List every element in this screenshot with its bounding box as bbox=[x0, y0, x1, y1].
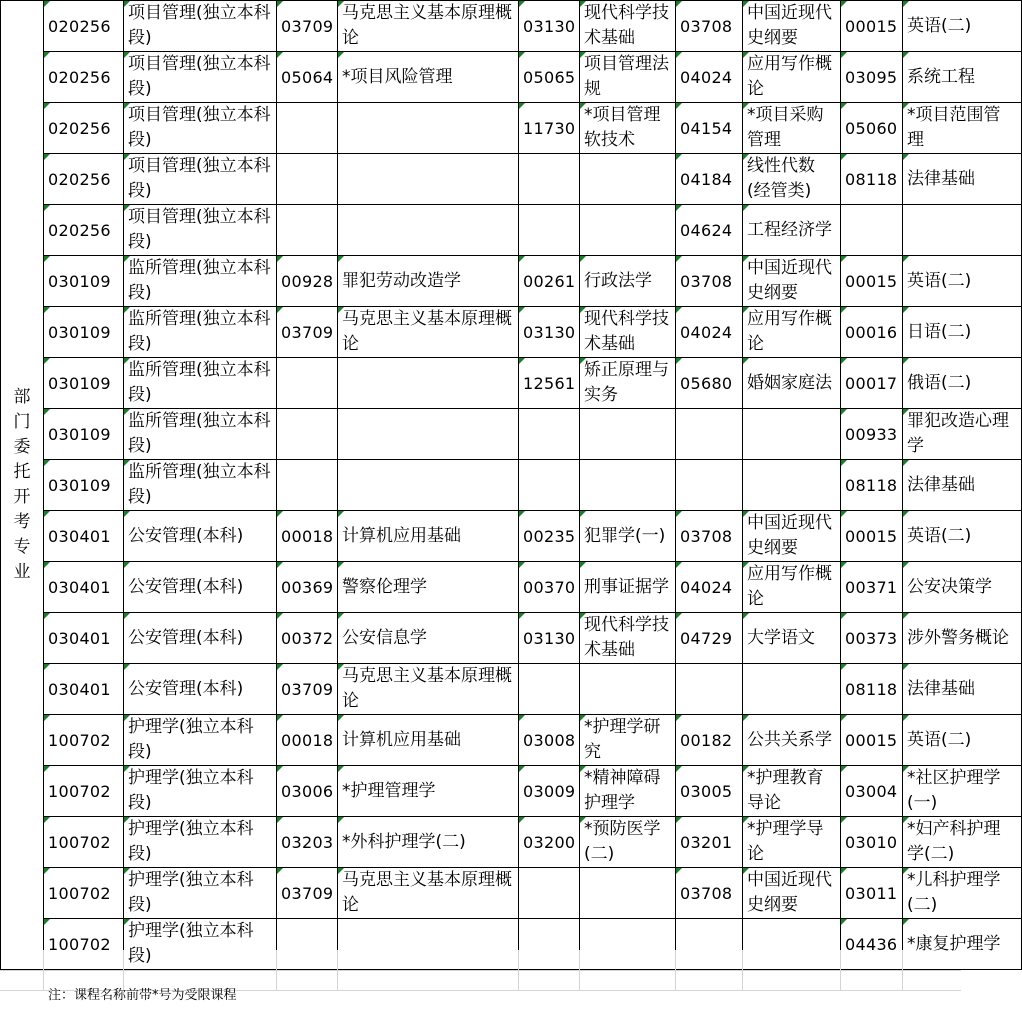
major-name-cell: 项目管理(独立本科段) bbox=[124, 1, 277, 52]
gridline bbox=[675, 970, 676, 990]
major-code-cell: 030109 bbox=[44, 256, 124, 307]
table-row bbox=[1, 154, 1022, 205]
c2-name-cell: 刑事证据学 bbox=[580, 562, 676, 613]
c4-code-cell: 00015 bbox=[841, 511, 903, 562]
c2-name-cell bbox=[580, 154, 676, 205]
c3-code-cell: 00182 bbox=[676, 715, 743, 766]
c1-name-cell: 马克思主义基本原理概论 bbox=[338, 868, 519, 919]
table-row bbox=[1, 562, 1022, 613]
c2-name-cell bbox=[580, 460, 676, 511]
c2-code-cell bbox=[519, 664, 580, 715]
category-label: 部门委托开考专业 bbox=[13, 387, 31, 582]
table-row bbox=[1, 511, 1022, 562]
gridline bbox=[518, 950, 519, 970]
major-name-cell: 项目管理(独立本科段) bbox=[124, 103, 277, 154]
c2-code-cell bbox=[519, 409, 580, 460]
c1-code-cell: 00018 bbox=[277, 511, 338, 562]
c1-code-cell: 03006 bbox=[277, 766, 338, 817]
c3-code-cell: 04184 bbox=[676, 154, 743, 205]
c2-name-cell: *精神障碍护理学 bbox=[580, 766, 676, 817]
c4-name-cell: *康复护理学 bbox=[903, 919, 1022, 970]
c3-name-cell: 应用写作概论 bbox=[743, 307, 841, 358]
major-name-cell: 公安管理(本科) bbox=[124, 511, 277, 562]
c3-name-cell bbox=[743, 460, 841, 511]
c2-name-cell bbox=[580, 868, 676, 919]
major-code-cell: 020256 bbox=[44, 103, 124, 154]
c3-code-cell: 03708 bbox=[676, 1, 743, 52]
c2-name-cell bbox=[580, 409, 676, 460]
c4-code-cell: 04436 bbox=[841, 919, 903, 970]
c3-name-cell bbox=[743, 664, 841, 715]
c1-code-cell: 05064 bbox=[277, 52, 338, 103]
c1-name-cell bbox=[338, 103, 519, 154]
c4-name-cell: *妇产科护理学(二) bbox=[903, 817, 1022, 868]
c1-code-cell bbox=[277, 409, 338, 460]
major-name-cell: 护理学(独立本科段) bbox=[124, 868, 277, 919]
major-name-cell: 项目管理(独立本科段) bbox=[124, 205, 277, 256]
table-row bbox=[1, 868, 1022, 919]
c1-name-cell: 警察伦理学 bbox=[338, 562, 519, 613]
major-code-cell: 030109 bbox=[44, 460, 124, 511]
c4-code-cell: 08118 bbox=[841, 664, 903, 715]
major-code-cell: 030401 bbox=[44, 562, 124, 613]
major-code-cell: 020256 bbox=[44, 205, 124, 256]
table-row bbox=[1, 664, 1022, 715]
c2-name-cell: *项目管理软技术 bbox=[580, 103, 676, 154]
major-name-cell: 监所管理(独立本科段) bbox=[124, 409, 277, 460]
c4-name-cell: *项目范围管理 bbox=[903, 103, 1022, 154]
c4-name-cell: 法律基础 bbox=[903, 154, 1022, 205]
c1-code-cell: 03203 bbox=[277, 817, 338, 868]
c2-name-cell: 现代科学技术基础 bbox=[580, 307, 676, 358]
c2-name-cell: *预防医学(二) bbox=[580, 817, 676, 868]
c2-code-cell bbox=[519, 154, 580, 205]
c3-code-cell: 04729 bbox=[676, 613, 743, 664]
gridline bbox=[337, 970, 338, 990]
c4-name-cell: 法律基础 bbox=[903, 460, 1022, 511]
major-name-cell: 护理学(独立本科段) bbox=[124, 817, 277, 868]
major-name-cell: 护理学(独立本科段) bbox=[124, 919, 277, 970]
c3-code-cell: 05680 bbox=[676, 358, 743, 409]
c3-code-cell: 03708 bbox=[676, 868, 743, 919]
c2-code-cell: 00235 bbox=[519, 511, 580, 562]
major-name-cell: 公安管理(本科) bbox=[124, 562, 277, 613]
c1-code-cell bbox=[277, 154, 338, 205]
c2-code-cell: 11730 bbox=[519, 103, 580, 154]
c2-code-cell: 03200 bbox=[519, 817, 580, 868]
c1-code-cell: 03709 bbox=[277, 868, 338, 919]
c2-code-cell: 00261 bbox=[519, 256, 580, 307]
c4-code-cell: 00373 bbox=[841, 613, 903, 664]
c3-name-cell: *项目采购管理 bbox=[743, 103, 841, 154]
c1-code-cell: 03709 bbox=[277, 307, 338, 358]
c3-code-cell: 03005 bbox=[676, 766, 743, 817]
c1-name-cell: 马克思主义基本原理概论 bbox=[338, 1, 519, 52]
c4-name-cell: 英语(二) bbox=[903, 715, 1022, 766]
c2-name-cell: *护理学研究 bbox=[580, 715, 676, 766]
c3-code-cell bbox=[676, 460, 743, 511]
c4-name-cell: 英语(二) bbox=[903, 1, 1022, 52]
c4-code-cell: 08118 bbox=[841, 460, 903, 511]
c4-name-cell bbox=[903, 205, 1022, 256]
c1-name-cell: *项目风险管理 bbox=[338, 52, 519, 103]
c3-code-cell bbox=[676, 664, 743, 715]
c3-code-cell: 03708 bbox=[676, 511, 743, 562]
c2-name-cell bbox=[580, 664, 676, 715]
c1-name-cell: 罪犯劳动改造学 bbox=[338, 256, 519, 307]
c2-name-cell: 现代科学技术基础 bbox=[580, 1, 676, 52]
c3-name-cell: 线性代数(经管类) bbox=[743, 154, 841, 205]
c1-code-cell bbox=[277, 205, 338, 256]
c3-code-cell bbox=[676, 409, 743, 460]
category-cell bbox=[1, 1, 44, 970]
c4-code-cell: 00016 bbox=[841, 307, 903, 358]
c2-code-cell: 03130 bbox=[519, 1, 580, 52]
major-code-cell: 030109 bbox=[44, 358, 124, 409]
table-row bbox=[1, 205, 1022, 256]
c1-name-cell bbox=[338, 358, 519, 409]
c4-code-cell: 00371 bbox=[841, 562, 903, 613]
c2-code-cell: 03008 bbox=[519, 715, 580, 766]
c1-code-cell bbox=[277, 460, 338, 511]
major-name-cell: 公安管理(本科) bbox=[124, 613, 277, 664]
c3-name-cell: 中国近现代史纲要 bbox=[743, 868, 841, 919]
major-code-cell: 030401 bbox=[44, 511, 124, 562]
gridline bbox=[742, 950, 743, 970]
c2-name-cell: 项目管理法规 bbox=[580, 52, 676, 103]
major-name-cell: 公安管理(本科) bbox=[124, 664, 277, 715]
c3-code-cell: 04024 bbox=[676, 307, 743, 358]
footnote: 注：课程名称前带*号为受限课程 bbox=[48, 988, 237, 1003]
c2-code-cell: 03130 bbox=[519, 307, 580, 358]
major-code-cell: 030401 bbox=[44, 664, 124, 715]
major-code-cell: 030109 bbox=[44, 409, 124, 460]
c2-code-cell bbox=[519, 460, 580, 511]
major-code-cell: 100702 bbox=[44, 868, 124, 919]
table-row bbox=[1, 52, 1022, 103]
c4-name-cell: 系统工程 bbox=[903, 52, 1022, 103]
table-row bbox=[1, 358, 1022, 409]
c3-name-cell: 工程经济学 bbox=[743, 205, 841, 256]
c1-name-cell: 马克思主义基本原理概论 bbox=[338, 664, 519, 715]
c1-name-cell bbox=[338, 460, 519, 511]
major-code-cell: 030401 bbox=[44, 613, 124, 664]
c3-code-cell: 04624 bbox=[676, 205, 743, 256]
gridline bbox=[276, 950, 277, 970]
c4-code-cell: 00933 bbox=[841, 409, 903, 460]
c1-code-cell bbox=[277, 358, 338, 409]
c1-name-cell: 计算机应用基础 bbox=[338, 715, 519, 766]
c4-code-cell: 03010 bbox=[841, 817, 903, 868]
c1-code-cell: 00928 bbox=[277, 256, 338, 307]
major-name-cell: 监所管理(独立本科段) bbox=[124, 307, 277, 358]
table-row bbox=[1, 766, 1022, 817]
c1-code-cell: 00369 bbox=[277, 562, 338, 613]
major-code-cell: 020256 bbox=[44, 154, 124, 205]
c4-code-cell: 00015 bbox=[841, 1, 903, 52]
c4-code-cell: 03095 bbox=[841, 52, 903, 103]
c2-name-cell: 犯罪学(一) bbox=[580, 511, 676, 562]
major-name-cell: 监所管理(独立本科段) bbox=[124, 460, 277, 511]
c2-code-cell: 12561 bbox=[519, 358, 580, 409]
c1-name-cell bbox=[338, 205, 519, 256]
c4-name-cell: 俄语(二) bbox=[903, 358, 1022, 409]
gridline bbox=[579, 950, 580, 970]
c4-code-cell: 00015 bbox=[841, 715, 903, 766]
gridline bbox=[123, 950, 124, 970]
table-row bbox=[1, 307, 1022, 358]
c3-code-cell: 03201 bbox=[676, 817, 743, 868]
c2-code-cell bbox=[519, 205, 580, 256]
c3-name-cell: 中国近现代史纲要 bbox=[743, 1, 841, 52]
c1-code-cell: 00018 bbox=[277, 715, 338, 766]
c3-name-cell: 婚姻家庭法 bbox=[743, 358, 841, 409]
major-name-cell: 监所管理(独立本科段) bbox=[124, 256, 277, 307]
table-row bbox=[1, 460, 1022, 511]
c1-name-cell: *护理管理学 bbox=[338, 766, 519, 817]
c4-name-cell: 公安决策学 bbox=[903, 562, 1022, 613]
c4-code-cell: 03011 bbox=[841, 868, 903, 919]
c2-code-cell: 00370 bbox=[519, 562, 580, 613]
c4-code-cell: 00015 bbox=[841, 256, 903, 307]
gridline bbox=[902, 970, 903, 990]
major-name-cell: 项目管理(独立本科段) bbox=[124, 52, 277, 103]
c3-name-cell: 中国近现代史纲要 bbox=[743, 511, 841, 562]
c1-code-cell: 03709 bbox=[277, 664, 338, 715]
gridline bbox=[742, 970, 743, 990]
gridline bbox=[675, 950, 676, 970]
gridline bbox=[518, 970, 519, 990]
gridline bbox=[43, 950, 44, 970]
major-name-cell: 项目管理(独立本科段) bbox=[124, 154, 277, 205]
c1-name-cell: 公安信息学 bbox=[338, 613, 519, 664]
major-code-cell: 100702 bbox=[44, 817, 124, 868]
c1-name-cell bbox=[338, 154, 519, 205]
c3-name-cell: 应用写作概论 bbox=[743, 52, 841, 103]
c4-name-cell: 涉外警务概论 bbox=[903, 613, 1022, 664]
blank-sheet-row bbox=[0, 950, 961, 971]
c4-name-cell: 法律基础 bbox=[903, 664, 1022, 715]
table-row bbox=[1, 409, 1022, 460]
table-row bbox=[1, 613, 1022, 664]
c1-name-cell: 计算机应用基础 bbox=[338, 511, 519, 562]
major-code-cell: 020256 bbox=[44, 1, 124, 52]
c3-name-cell: 应用写作概论 bbox=[743, 562, 841, 613]
gridline bbox=[840, 970, 841, 990]
major-name-cell: 监所管理(独立本科段) bbox=[124, 358, 277, 409]
c3-code-cell: 04154 bbox=[676, 103, 743, 154]
major-code-cell: 030109 bbox=[44, 307, 124, 358]
table-row bbox=[1, 715, 1022, 766]
c3-code-cell: 03708 bbox=[676, 256, 743, 307]
c2-code-cell: 05065 bbox=[519, 52, 580, 103]
major-code-cell: 100702 bbox=[44, 919, 124, 970]
c2-name-cell bbox=[580, 205, 676, 256]
major-code-cell: 100702 bbox=[44, 766, 124, 817]
c1-name-cell bbox=[338, 409, 519, 460]
c4-name-cell: *儿科护理学(二) bbox=[903, 868, 1022, 919]
major-code-cell: 100702 bbox=[44, 715, 124, 766]
c3-code-cell: 04024 bbox=[676, 52, 743, 103]
c3-name-cell: 公共关系学 bbox=[743, 715, 841, 766]
c3-name-cell bbox=[743, 409, 841, 460]
c4-code-cell: 00017 bbox=[841, 358, 903, 409]
major-code-cell: 020256 bbox=[44, 52, 124, 103]
gridline bbox=[840, 950, 841, 970]
c1-name-cell: *外科护理学(二) bbox=[338, 817, 519, 868]
c4-name-cell: 日语(二) bbox=[903, 307, 1022, 358]
c4-code-cell: 08118 bbox=[841, 154, 903, 205]
c4-name-cell: 英语(二) bbox=[903, 256, 1022, 307]
c2-code-cell: 03130 bbox=[519, 613, 580, 664]
c3-name-cell: 大学语文 bbox=[743, 613, 841, 664]
gridline bbox=[579, 970, 580, 990]
c3-code-cell: 04024 bbox=[676, 562, 743, 613]
c2-name-cell: 现代科学技术基础 bbox=[580, 613, 676, 664]
c1-code-cell: 00372 bbox=[277, 613, 338, 664]
major-name-cell: 护理学(独立本科段) bbox=[124, 715, 277, 766]
c4-code-cell: 03004 bbox=[841, 766, 903, 817]
c1-code-cell: 03709 bbox=[277, 1, 338, 52]
table-row bbox=[1, 817, 1022, 868]
table-row bbox=[1, 1, 1022, 52]
table-row bbox=[1, 103, 1022, 154]
c1-name-cell: 马克思主义基本原理概论 bbox=[338, 307, 519, 358]
major-name-cell: 护理学(独立本科段) bbox=[124, 766, 277, 817]
table-body bbox=[1, 1, 1022, 970]
c4-name-cell: 罪犯改造心理学 bbox=[903, 409, 1022, 460]
c2-name-cell: 行政法学 bbox=[580, 256, 676, 307]
gridline bbox=[276, 970, 277, 990]
c4-code-cell bbox=[841, 205, 903, 256]
c4-name-cell: *社区护理学(一) bbox=[903, 766, 1022, 817]
gridline bbox=[43, 970, 44, 990]
c3-name-cell: *护理教育导论 bbox=[743, 766, 841, 817]
c3-name-cell: 中国近现代史纲要 bbox=[743, 256, 841, 307]
c4-code-cell: 05060 bbox=[841, 103, 903, 154]
c1-code-cell bbox=[277, 103, 338, 154]
gridline bbox=[902, 950, 903, 970]
c2-code-cell bbox=[519, 868, 580, 919]
table-row bbox=[1, 256, 1022, 307]
c3-name-cell: *护理学导论 bbox=[743, 817, 841, 868]
c4-name-cell: 英语(二) bbox=[903, 511, 1022, 562]
c2-name-cell: 矫正原理与实务 bbox=[580, 358, 676, 409]
gridline bbox=[337, 950, 338, 970]
c2-code-cell: 03009 bbox=[519, 766, 580, 817]
